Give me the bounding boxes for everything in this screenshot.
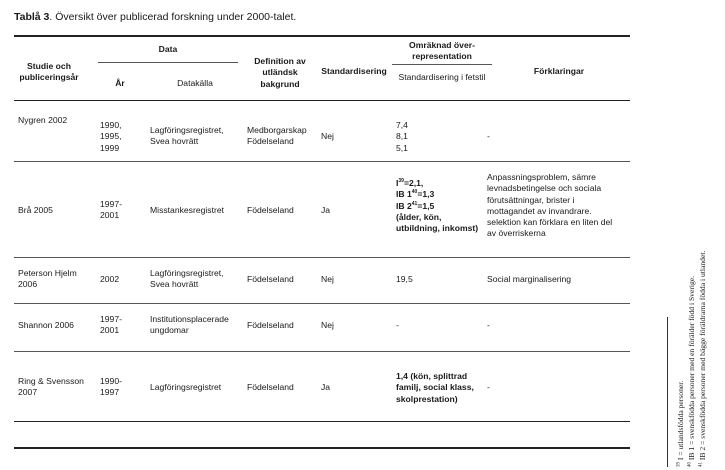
row-3-rule bbox=[14, 303, 630, 304]
header-source: Datakälla bbox=[177, 78, 213, 88]
row-2-recalc-line-4: (ålder, kön, bbox=[396, 211, 442, 222]
row-1-year: 1990, 1995, 1999 bbox=[100, 120, 122, 153]
row-2-year: 1997-2001 bbox=[100, 199, 122, 221]
footnote-39: $^{39}$ I = utlandsfödda personer. bbox=[676, 380, 685, 467]
row-4-explanation: - bbox=[487, 320, 490, 330]
row-1-rule bbox=[14, 161, 630, 162]
caption-text: . Översikt över publicerad forskning under 2000-talet. bbox=[49, 11, 297, 23]
row-3-definition: Födelseland bbox=[247, 274, 294, 284]
row-2-recalc-line-5: utbildning, inkomst) bbox=[396, 223, 479, 234]
row-4-definition: Födelseland bbox=[247, 320, 294, 330]
row-1-explanation: - bbox=[487, 131, 490, 141]
row-3-explanation: Social marginalisering bbox=[487, 274, 572, 284]
row-4-recalc: - bbox=[396, 320, 399, 330]
row-2-study: Brå 2005 bbox=[18, 205, 53, 215]
caption-label: Tablå 3 bbox=[14, 11, 50, 23]
header-recalc: Omräknad över-representation bbox=[409, 40, 475, 62]
row-3-source: Lagföringsregistret, Svea hovrätt bbox=[150, 268, 224, 290]
row-1-standardization: Nej bbox=[321, 131, 334, 141]
row-2-recalc-line-2: IB $1^{40}=1,3$ bbox=[396, 189, 435, 200]
row-5-definition: Födelseland bbox=[247, 382, 294, 392]
header-definition: Definition av utländsk bakgrund bbox=[254, 56, 306, 89]
header-study: Studie och publiceringsår bbox=[19, 61, 79, 83]
header-standardization: Standardisering bbox=[321, 66, 387, 76]
row-3-year: 2002 bbox=[100, 274, 120, 284]
footnote-separator bbox=[667, 317, 668, 467]
recalc-subheader-rule bbox=[392, 64, 492, 65]
header-year: År bbox=[115, 78, 125, 88]
header-bottom-rule bbox=[14, 100, 630, 101]
footnotes bbox=[662, 50, 722, 470]
table-caption bbox=[14, 11, 296, 23]
row-4-study: Shannon 2006 bbox=[18, 320, 74, 330]
row-5-standardization: Ja bbox=[321, 382, 331, 392]
table-bottom-rule bbox=[14, 447, 630, 449]
row-5-rule bbox=[14, 421, 630, 422]
header-explanations: Förklaringar bbox=[533, 66, 585, 76]
row-3-standardization: Nej bbox=[321, 274, 334, 284]
row-5-study: Ring & Svensson 2007 bbox=[18, 376, 84, 398]
row-2-recalc-line-1: $I^{39}=2,1$, bbox=[396, 178, 424, 188]
row-5-source: Lagföringsregistret bbox=[150, 382, 222, 392]
table-top-rule bbox=[14, 35, 630, 37]
row-4-standardization: Nej bbox=[321, 320, 334, 330]
row-5-explanation: - bbox=[487, 382, 490, 392]
row-5-year: 1990-1997 bbox=[100, 376, 122, 398]
row-4-rule bbox=[14, 351, 630, 352]
row-4-year: 1997-2001 bbox=[100, 314, 122, 336]
row-1-definition: Medborgarskap Födelseland bbox=[247, 125, 307, 147]
row-2-definition: Födelseland bbox=[247, 205, 294, 215]
header-recalc-sub: Standardisering i fetstil bbox=[398, 72, 486, 82]
row-1-source: Lagföringsregistret, Svea hovrätt bbox=[150, 125, 224, 147]
row-2-explanation: Anpassningsproblem, sämre levnadsbetingelse och sociala förutsättningar, brister i mottagandet av invandrare. selektion kan förklara en liten del av överriskerna bbox=[487, 172, 613, 239]
footnote-40: $^{40}$ IB 1 = svenskfödda personer med en förälder född i Sverige. bbox=[687, 275, 696, 467]
row-3-recalc: 19,5 bbox=[396, 274, 413, 284]
row-4-source: Institutionsplacerade ungdomar bbox=[150, 314, 229, 336]
footnote-41: $^{41}$ IB 2 = svenskfödda personer med bägge föräldrarna födda i utlandet. bbox=[698, 250, 707, 467]
row-5-recalc: 1,4 (kön, splittrad familj, social klass, skolprestation) bbox=[396, 371, 474, 404]
row-2-source: Misstankesregistret bbox=[150, 205, 225, 215]
row-2-standardization: Ja bbox=[321, 205, 331, 215]
row-2-recalc bbox=[396, 178, 492, 234]
row-2-rule bbox=[14, 257, 630, 258]
header-data: Data bbox=[158, 44, 178, 54]
row-1-recalc: 7,4 8,1 5,1 bbox=[396, 120, 408, 153]
data-subheader-rule bbox=[98, 62, 238, 63]
row-3-study: Peterson Hjelm 2006 bbox=[18, 268, 77, 290]
row-2-recalc-line-3: IB $2^{41}=1,5$ bbox=[396, 200, 435, 211]
row-1-study: Nygren 2002 bbox=[18, 115, 68, 125]
